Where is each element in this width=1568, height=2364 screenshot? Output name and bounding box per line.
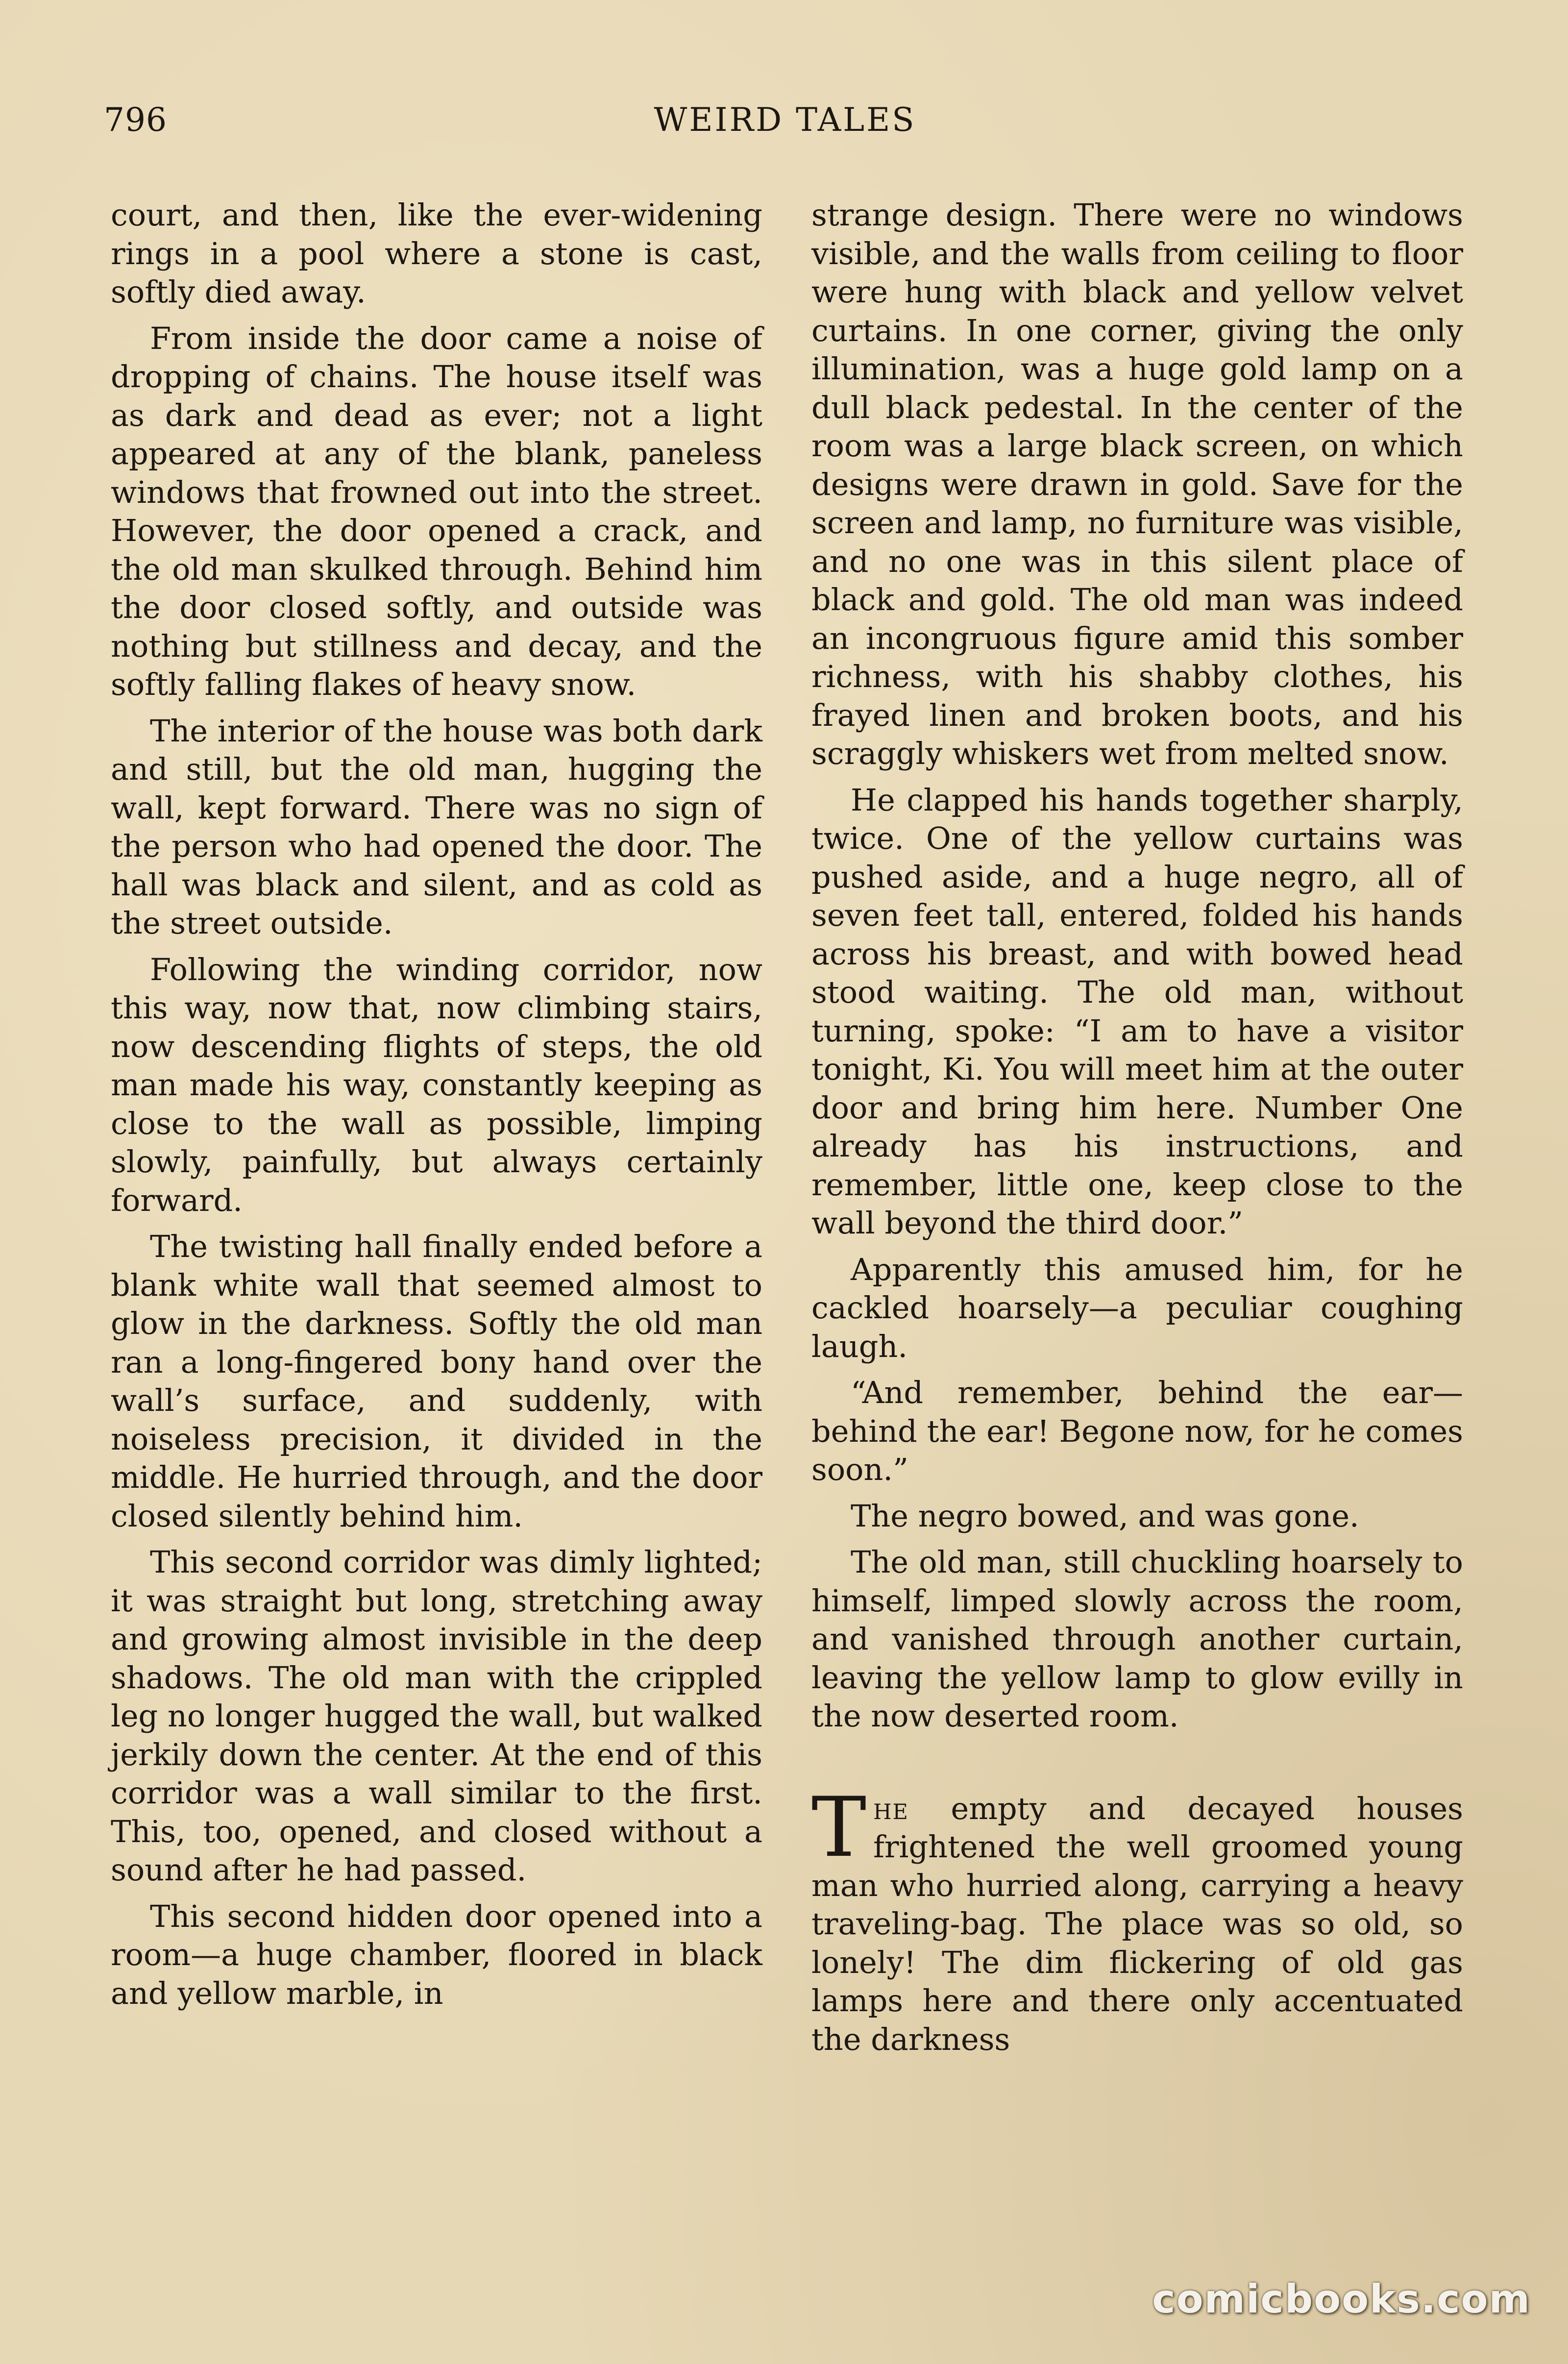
small-caps-lead: he (873, 1790, 909, 1826)
paragraph: The interior of the house was both dark and still, but the old man, hugging the wall, kept forward. There was no sign of the person who had opened the door. The hall was black and silent, and as cold as the street outside. (111, 713, 762, 941)
paragraph: The twisting hall finally ended before a blank white wall that seemed almost to glow in the darkness. Softly the old man ran a long-fingered bony hand over the wall’s surface, and suddenly, with noiseless precision, it divided in the middle. He hurried through, and the door closed silently behind him. (111, 1229, 762, 1534)
running-title: WEIRD TALES (654, 101, 916, 139)
paragraph: The negro bowed, and was gone. (851, 1498, 1359, 1534)
paragraph: Following the winding corridor, now this way, now that, now climbing stairs, now descending flights of steps, the old man made his way, constantly keeping as close to the wall as possible, limping slowly, painfully, but always certainly forward. (111, 951, 762, 1218)
paragraph: strange design. There were no windows visible, and the walls from ceiling to floor were hung with black and yellow velvet curtains. In one corner, giving the only illumination, was a huge gold lamp on a dull black pedestal. In the center of the room was a large black screen, on which designs were drawn in gold. Save for the screen and lamp, no furniture was visible, and no one was in this silent place of black and gold. The old man was indeed an incongruous figure amid this somber richness, with his shabby clothes, his frayed linen and broken boots, and his scraggly whiskers wet from melted snow. (811, 197, 1463, 771)
paragraph: This second hidden door opened into a room—a huge chamber, floored in black and yellow marble, in (111, 1898, 762, 2011)
paragraph: “And remember, behind the ear—behind the ear! Begone now, for he comes soon.” (811, 1375, 1463, 1487)
page-header (104, 101, 1466, 150)
paragraph: The old man, still chuckling hoarsely to himself, limped slowly across the room, and vanished through another curtain, leaving the yellow lamp to glow evilly in the now deserted room. (811, 1544, 1463, 1734)
paragraph: From inside the door came a noise of dropping of chains. The house itself was as dark and dead as ever; not a light appeared at any of the blank, paneless windows that frowned out into the street. However, the door opened a crack, and the old man skulked through. Behind him the door closed softly, and outside was nothing but stillness and decay, and the softly falling flakes of heavy snow. (111, 320, 762, 702)
section-text: empty and decayed houses frightened the well groomed young man who hurried along, carrying a heavy traveling-bag. The place was so old, so lonely! The dim flickering of old gas lamps here and there only accentuated the darkness (811, 1790, 1463, 2057)
right-text-column (811, 196, 1463, 2067)
drop-cap: T (811, 1779, 867, 1875)
paragraph: court, and then, like the ever-widening rings in a pool where a stone is cast, softly died away. (111, 197, 762, 310)
section-opening-paragraph (811, 1779, 1463, 2059)
page-number: 796 (104, 101, 167, 139)
paragraph: This second corridor was dimly lighted; it was straight but long, stretching away and growing almost invisible in the deep shadows. The old man with the crippled leg no longer hugged the wall, but walked jerkily down the center. At the end of this corridor was a wall similar to the first. This, too, opened, and closed without a sound after he had passed. (111, 1544, 762, 1888)
paragraph: He clapped his hands together sharply, twice. One of the yellow curtains was pushed aside, and a huge negro, all of seven feet tall, entered, folded his hands across his breast, and with bowed head stood waiting. The old man, without turning, spoke: “I am to have a visitor tonight, Ki. You will meet him at the outer door and bring him here. Number One already has his instructions, and remember, little one, keep close to the wall beyond the third door.” (811, 782, 1463, 1241)
left-text-column (111, 196, 762, 2020)
paragraph: Apparently this amused him, for he cackled hoarsely—a peculiar coughing laugh. (811, 1251, 1463, 1364)
watermark: comicbooks.com (1152, 2276, 1531, 2322)
